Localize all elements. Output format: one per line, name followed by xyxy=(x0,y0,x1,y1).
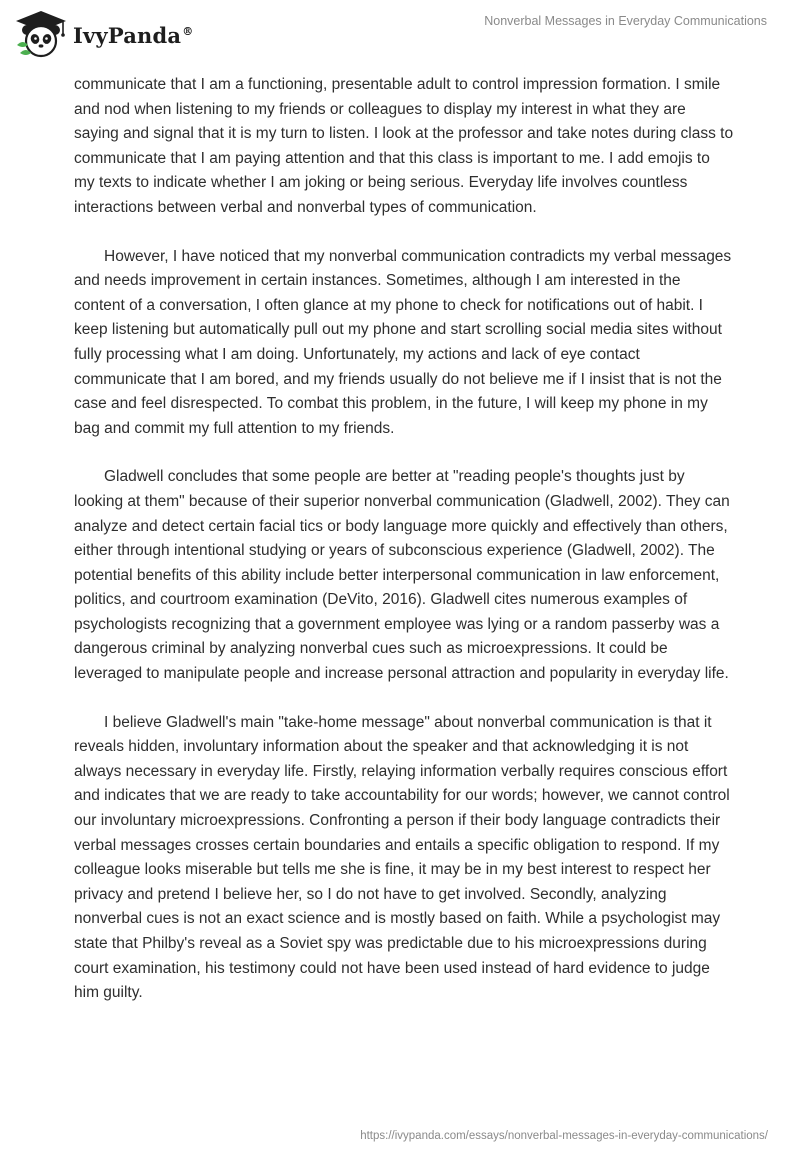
registered-mark: ® xyxy=(182,24,194,38)
paragraph-2: However, I have noticed that my nonverbal communication contradicts my verbal messages and needs improvement in certain instances. Sometimes, although I am interested in the content of a conversation, I often glance at my phone to check for notifications out of habit. I keep listening but automatically pull out my phone and start scrolling social media sites without fully processing what I am doing. Unfortunately, my actions and lack of eye contact communicate that I am bored, and my friends usually do not believe me if I insist that is not the case and feel disrespected. To combat this problem, in the future, I will keep my phone in my bag and commit my full attention to my friends. xyxy=(74,247,732,437)
ivypanda-logo[interactable] xyxy=(14,9,193,59)
logo-text: IvyPanda® xyxy=(73,22,194,48)
paragraph-3: Gladwell concludes that some people are better at "reading people's thoughts just by looking at them" because of their superior nonverbal communication (Gladwell, 2002). They can analyze and detect certain facial tics or body language more quickly and effectively than others, either through intentional studying or years of subconscious experience (Gladwell, 2002). The potential benefits of this ability include better interpersonal communication in law enforcement, politics, and courtroom examination (DeVito, 2016). Gladwell cites numerous examples of psychologists recognizing that a government employee was lying or a random passerby was a dangerous criminal by analyzing nonverbal cues such as microexpressions. It could be leveraged to manipulate people and increase personal attraction and popularity in everyday life. xyxy=(74,468,730,683)
essay-body xyxy=(74,73,734,1030)
panda-graduate-icon xyxy=(14,9,68,59)
page-header xyxy=(0,0,800,70)
paragraph-4: I believe Gladwell's main "take-home message" about nonverbal communication is that it reveals hidden, involuntary information about the speaker and that acknowledging it is not always necessary in everyday life. Firstly, relaying information verbally requires conscious effort and indicates that we are ready to take accountability for our words; however, we cannot control our involuntary microexpressions. Confronting a person if their body language contradicts their verbal messages crosses certain boundaries and entails a specific obligation to respond. If my colleague looks miserable but tells me she is fine, it may be in my best interest to respect her privacy and pretend I believe her, so I do not have to get involved. Secondly, analyzing nonverbal cues is not an exact science and is mostly based on faith. While a psychologist may state that Philby's reveal as a Soviet spy was predictable due to his microexpressions during court examination, his testimony could not have been used instead of hard evidence to judge him guilty. xyxy=(74,713,730,1002)
document-title: Nonverbal Messages in Everyday Communications xyxy=(484,14,767,28)
footer-url[interactable]: https://ivypanda.com/essays/nonverbal-messages-in-everyday-communications/ xyxy=(360,1130,768,1142)
paragraph-1: communicate that I am a functioning, presentable adult to control impression formation. I smile and nod when listening to my friends or colleagues to display my interest in what they are saying and signal that it is my turn to listen. I look at the professor and take notes during class to communicate that I am paying attention and that this class is important to me. I add emojis to my texts to indicate whether I am joking or being serious. Everyday life involves countless interactions between verbal and nonverbal types of communication. xyxy=(74,76,734,216)
